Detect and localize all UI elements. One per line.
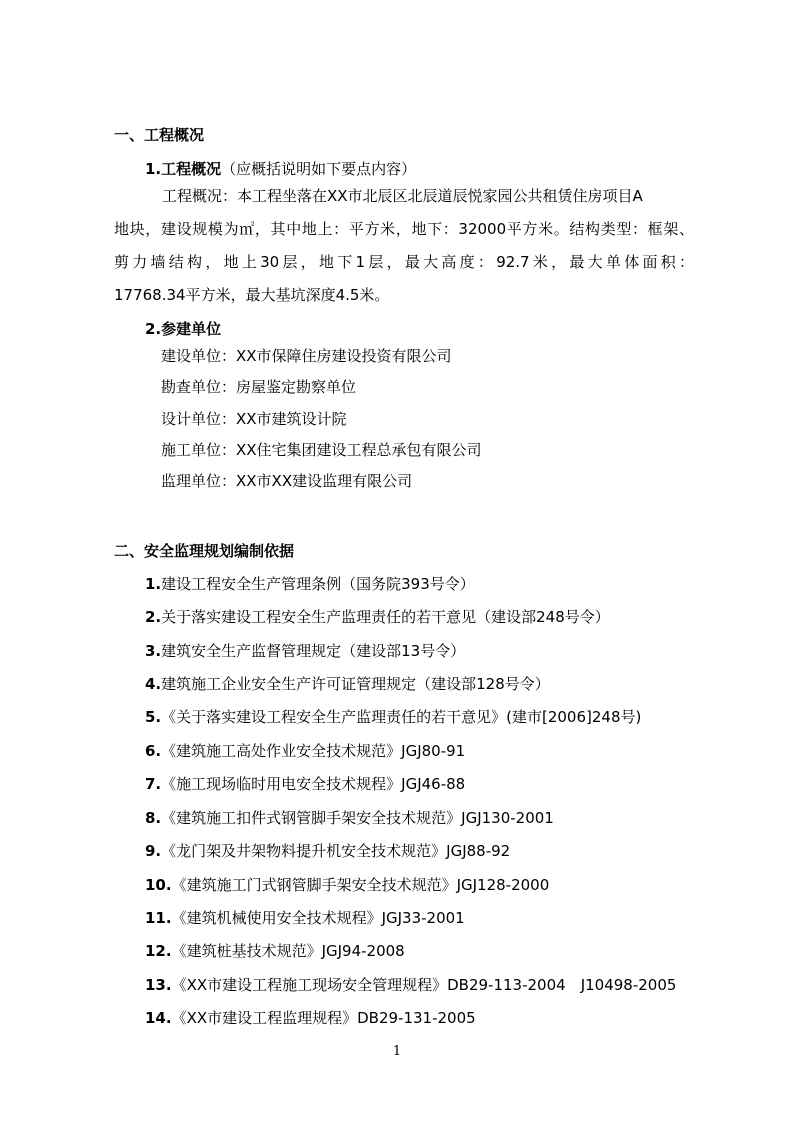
unit-design: 设计单位：XX市建筑设计院 — [161, 410, 347, 428]
subsection-note: （应概括说明如下要点内容） — [221, 160, 417, 178]
basis-list-item: 9.《龙门架及井架物料提升机安全技术规范》JGJ88-92 — [145, 842, 511, 860]
basis-list-item: 1.建设工程安全生产管理条例（国务院393号令） — [145, 575, 475, 593]
basis-list-item: 4.建筑施工企业安全生产许可证管理规定（建设部128号令） — [145, 675, 550, 693]
basis-list-item: 7.《施工现场临时用电安全技术规程》JGJ46-88 — [145, 775, 466, 793]
basis-list-item: 5.《关于落实建设工程安全生产监理责任的若干意见》(建市[2006]248号) — [145, 708, 642, 726]
subsection-title: 参建单位 — [161, 320, 222, 338]
subsection-participants-heading — [145, 318, 221, 339]
unit-contractor: 施工单位：XX住宅集团建设工程总承包有限公司 — [161, 441, 482, 459]
unit-supervision: 监理单位：XX市XX建设监理有限公司 — [161, 472, 413, 490]
section-heading-basis: 二、安全监理规划编制依据 — [114, 542, 295, 560]
subsection-title: 工程概况 — [161, 160, 222, 178]
basis-list-item: 14.《XX市建设工程监理规程》DB29-131-2005 — [145, 1009, 476, 1027]
basis-list-item: 10.《建筑施工门式钢管脚手架安全技术规范》JGJ128-2000 — [145, 876, 550, 894]
basis-list-item: 2.关于落实建设工程安全生产监理责任的若干意见（建设部248号令） — [145, 608, 610, 626]
basis-list-item: 3.建筑安全生产监督管理规定（建设部13号令） — [145, 642, 466, 660]
section-heading-overview: 一、工程概况 — [114, 126, 205, 144]
subsection-number: 1. — [145, 160, 162, 178]
paragraph-line: 剪力墙结构，地上30层，地下1层，最大高度：92.7米，最大单体面积： — [114, 253, 694, 271]
basis-list-item: 8.《建筑施工扣件式钢管脚手架安全技术规范》JGJ130-2001 — [145, 809, 554, 827]
overview-paragraph — [114, 180, 694, 312]
basis-list-item: 11.《建筑机械使用安全技术规程》JGJ33-2001 — [145, 909, 465, 927]
basis-list-item: 6.《建筑施工高处作业安全技术规范》JGJ80-91 — [145, 742, 466, 760]
page-number: 1 — [392, 1044, 402, 1059]
basis-list-item: 12.《建筑桩基技术规范》JGJ94-2008 — [145, 942, 405, 960]
unit-survey: 勘查单位：房屋鉴定勘察单位 — [161, 378, 357, 396]
subsection-overview-heading — [145, 158, 416, 179]
paragraph-line: 17768.34平方米，最大基坑深度4.5米。 — [114, 286, 390, 304]
basis-list-item: 13.《XX市建设工程施工现场安全管理规程》DB29-113-2004 J10498-2005 — [145, 976, 677, 994]
paragraph-line: 工程概况：本工程坐落在XX市北辰区北辰道辰悦家园公共租赁住房项目A — [162, 187, 643, 205]
unit-construction: 建设单位：XX市保障住房建设投资有限公司 — [161, 347, 452, 365]
subsection-number: 2. — [145, 320, 162, 338]
paragraph-line: 地块，建设规模为㎡，其中地上：平方米，地下：32000平方米。结构类型：框架、 — [114, 220, 694, 238]
